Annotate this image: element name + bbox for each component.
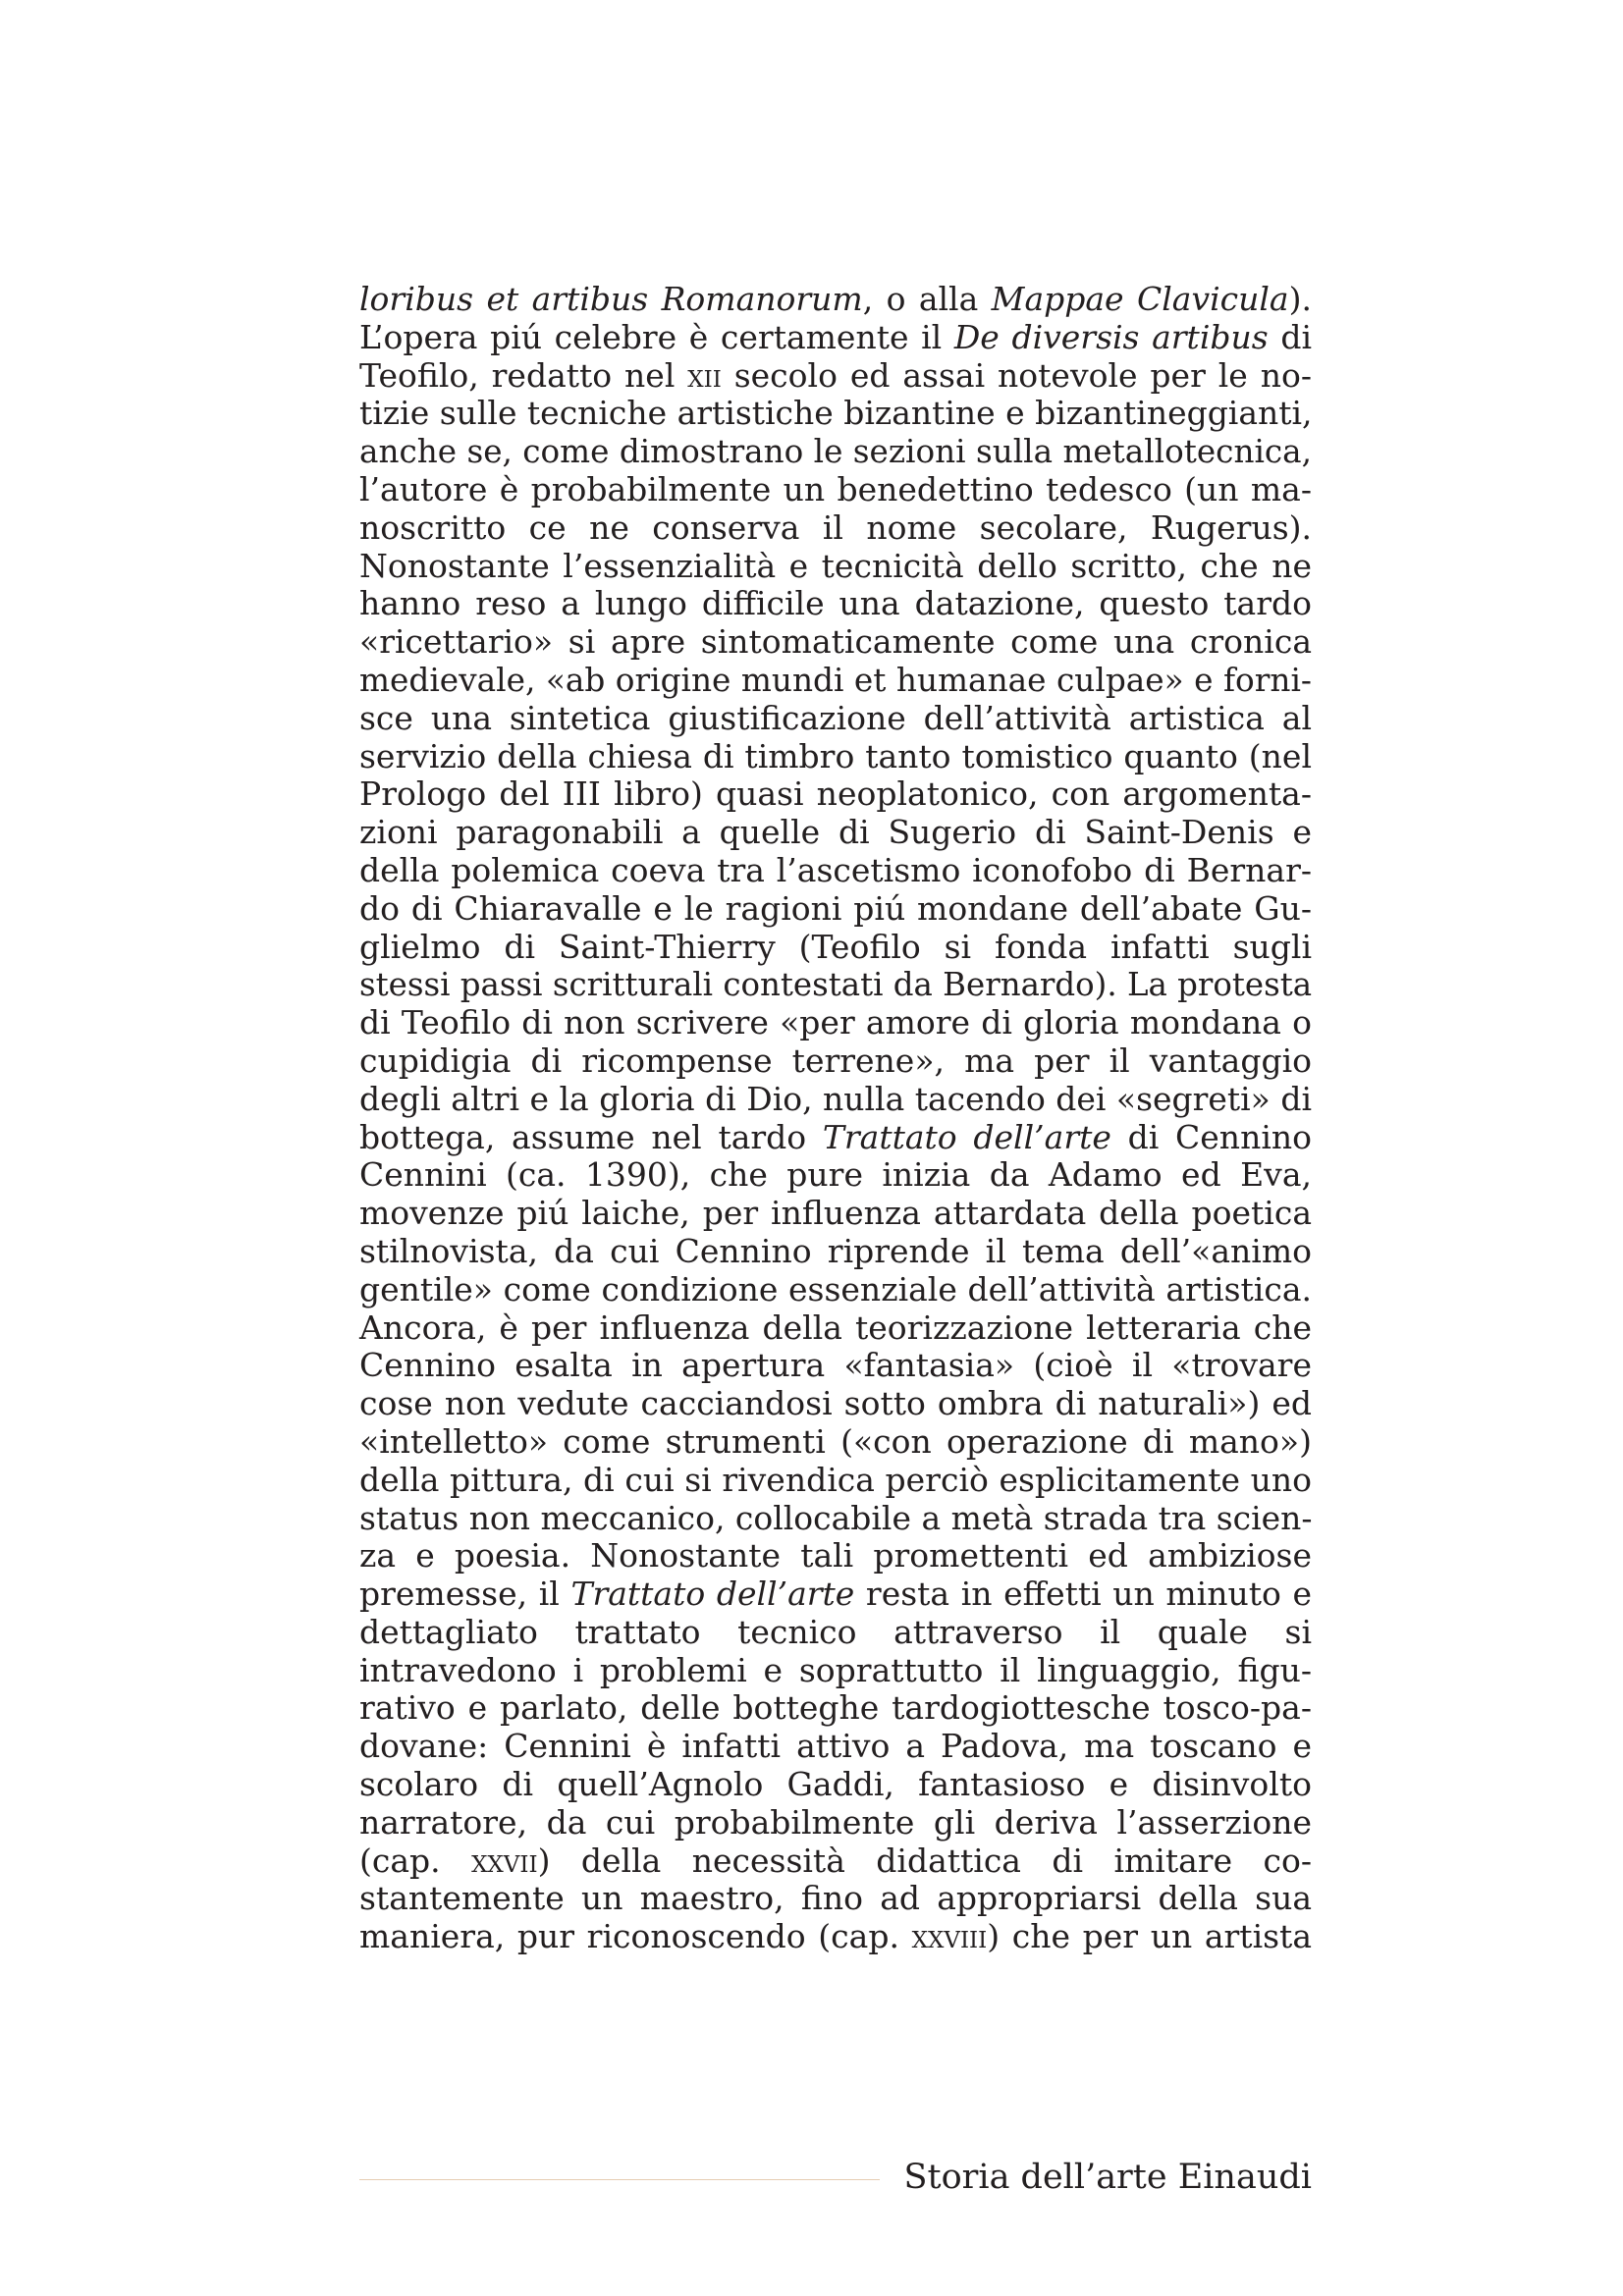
text-line [359, 738, 1312, 776]
text-run: (cap. [359, 1841, 472, 1880]
text-line [359, 1081, 1312, 1119]
text-run: Nonostante l’essenzialità e tecnicità dello scritto, che ne [359, 546, 1312, 585]
text-line [359, 890, 1312, 929]
text-line [359, 1004, 1312, 1042]
text-run: Cennini (ca. 1390), che pure inizia da Adamo ed Eva, [359, 1155, 1312, 1195]
text-line [359, 1042, 1312, 1081]
text-run: ) che per un artista [987, 1917, 1312, 1956]
text-run: Ancora, è per influenza della teorizzazione letteraria che [359, 1308, 1312, 1347]
text-run: dovane: Cennini è infatti attivo a Padova, ma toscano e [359, 1727, 1312, 1766]
body-text [359, 281, 1312, 1956]
text-line [359, 319, 1312, 357]
text-run: hanno reso a lungo difficile una datazione, questo tardo [359, 584, 1312, 623]
text-line [359, 929, 1312, 967]
text-line [359, 1156, 1312, 1195]
text-run: stilnovista, da cui Cennino riprende il tema dell’«animo [359, 1231, 1312, 1270]
text-line [359, 433, 1312, 471]
italic-title: Trattato dell’arte [570, 1575, 855, 1614]
roman-numeral: xxviii [911, 1917, 988, 1956]
text-run: «ricettario» si apre sintomaticamente come una cronica [359, 622, 1312, 662]
roman-numeral: xxvii [471, 1841, 538, 1880]
text-line [359, 1309, 1312, 1348]
footer-rule [359, 2179, 880, 2180]
text-line [359, 1918, 1312, 1956]
text-run: stantemente un maestro, fino ad appropriarsi della sua [359, 1879, 1312, 1918]
text-run: servizio della chiesa di timbro tanto tomistico quanto (nel [359, 736, 1312, 775]
text-line [359, 1575, 1312, 1614]
text-line [359, 1271, 1312, 1309]
text-run: status non meccanico, collocabile a metà strada tra scien- [359, 1498, 1313, 1537]
text-run: tizie sulle tecniche artistiche bizantine e bizantineggianti, [359, 394, 1313, 433]
text-run: intravedono i problemi e soprattutto il linguaggio, figu- [359, 1650, 1312, 1689]
italic-title: Trattato dell’arte [822, 1117, 1111, 1156]
page-footer [359, 2156, 1312, 2205]
text-line [359, 966, 1312, 1004]
text-run: ) della necessità didattica di imitare co- [537, 1841, 1313, 1880]
text-run: degli altri e la gloria di Dio, nulla tacendo dei «segreti» di [359, 1079, 1312, 1118]
text-run: scolaro di quell’Agnolo Gaddi, fantasioso e disinvolto [359, 1765, 1312, 1804]
text-run: stessi passi scritturali contestati da Bernardo). La protesta [359, 966, 1313, 1004]
text-run: noscritto ce ne conserva il nome secolare, Rugerus). [359, 507, 1312, 547]
text-line [359, 1500, 1312, 1538]
text-line [359, 1423, 1312, 1462]
text-run: «intelletto» come strumenti («con operazione di mano») [359, 1421, 1312, 1461]
text-line [359, 1652, 1312, 1690]
text-run: gentile» come condizione essenziale dell’attività artistica. [359, 1269, 1312, 1308]
text-run: rativo e parlato, delle botteghe tardogiottesche tosco-pa- [359, 1688, 1312, 1728]
text-line [359, 1537, 1312, 1575]
text-line [359, 1842, 1312, 1881]
text-line [359, 852, 1312, 890]
italic-title: De diversis artibus [953, 317, 1269, 356]
italic-title: loribus et artibus Romanorum [359, 280, 863, 318]
text-line [359, 1880, 1312, 1918]
text-line [359, 775, 1312, 814]
text-run: della pittura, di cui si rivendica perciò esplicitamente uno [359, 1460, 1312, 1499]
text-run: l’autore è probabilmente un benedettino tedesco (un ma- [359, 469, 1312, 508]
text-line [359, 1689, 1312, 1728]
text-line [359, 1385, 1312, 1423]
text-run: do di Chiaravalle e le ragioni piú mondane dell’abate Gu- [359, 888, 1312, 928]
text-line [359, 548, 1312, 586]
text-run: , o alla [862, 280, 992, 318]
text-run: della polemica coeva tra l’ascetismo iconofobo di Bernar- [359, 850, 1312, 889]
text-line [359, 585, 1312, 623]
text-run: movenze piú laiche, per influenza attardata della poetica [359, 1194, 1312, 1233]
text-run: glielmo di Saint-Thierry (Teofilo si fonda infatti sugli [359, 927, 1312, 966]
roman-numeral: xii [687, 355, 722, 395]
text-line [359, 623, 1312, 662]
text-run: L’opera piú celebre è certamente il [359, 317, 954, 356]
text-run: za e poesia. Nonostante tali promettenti ed ambiziose [359, 1536, 1312, 1575]
text-run: Teofilo, redatto nel [359, 355, 688, 395]
text-line [359, 509, 1312, 548]
text-run: dettagliato trattato tecnico attraverso il quale si [359, 1612, 1312, 1651]
text-line [359, 1766, 1312, 1804]
text-line [359, 471, 1312, 509]
text-run: premesse, il [359, 1575, 571, 1614]
text-run: narratore, da cui probabilmente gli deriva l’asserzione [359, 1802, 1312, 1842]
text-run: secolo ed assai notevole per le no- [721, 355, 1312, 395]
text-run: cose non vedute cacciandosi sotto ombra di naturali») ed [359, 1384, 1312, 1423]
text-run: zioni paragonabili a quelle di Sugerio di Saint-Denis e [359, 813, 1312, 852]
text-run: Cennino esalta in apertura «fantasia» (cioè il «trovare [359, 1346, 1312, 1385]
text-line [359, 1614, 1312, 1652]
text-line [359, 1195, 1312, 1233]
text-line [359, 1233, 1312, 1271]
text-run: di Cennino [1110, 1117, 1312, 1156]
text-line [359, 1462, 1312, 1500]
text-line [359, 357, 1312, 396]
text-run: sce una sintetica giustificazione dell’attività artistica al [359, 698, 1312, 737]
text-line [359, 395, 1312, 433]
text-run: anche se, come dimostrano le sezioni sulla metallotecnica, [359, 433, 1312, 471]
text-line [359, 814, 1312, 852]
text-line [359, 1119, 1312, 1157]
text-run: di [1268, 317, 1312, 356]
text-run: cupidigia di ricompense terrene», ma per il vantaggio [359, 1041, 1312, 1080]
text-line [359, 1347, 1312, 1385]
text-run: resta in effetti un minuto e [854, 1575, 1312, 1614]
text-line [359, 700, 1312, 738]
footer-series-title: Storia dell’arte Einaudi [903, 2158, 1312, 2197]
text-run: bottega, assume nel tardo [359, 1117, 823, 1156]
text-run: ). [1288, 280, 1312, 318]
italic-title: Mappae Clavicula [991, 280, 1289, 318]
text-line [359, 281, 1312, 319]
text-run: Prologo del III libro) quasi neoplatonico, con argomenta- [359, 774, 1312, 814]
text-line [359, 662, 1312, 700]
text-run: di Teofilo di non scrivere «per amore di gloria mondana o [359, 1003, 1312, 1042]
text-run: medievale, «ab origine mundi et humanae culpae» e forni- [359, 661, 1312, 699]
text-line [359, 1804, 1312, 1842]
text-run: maniera, pur riconoscendo (cap. [359, 1917, 912, 1956]
text-line [359, 1728, 1312, 1766]
